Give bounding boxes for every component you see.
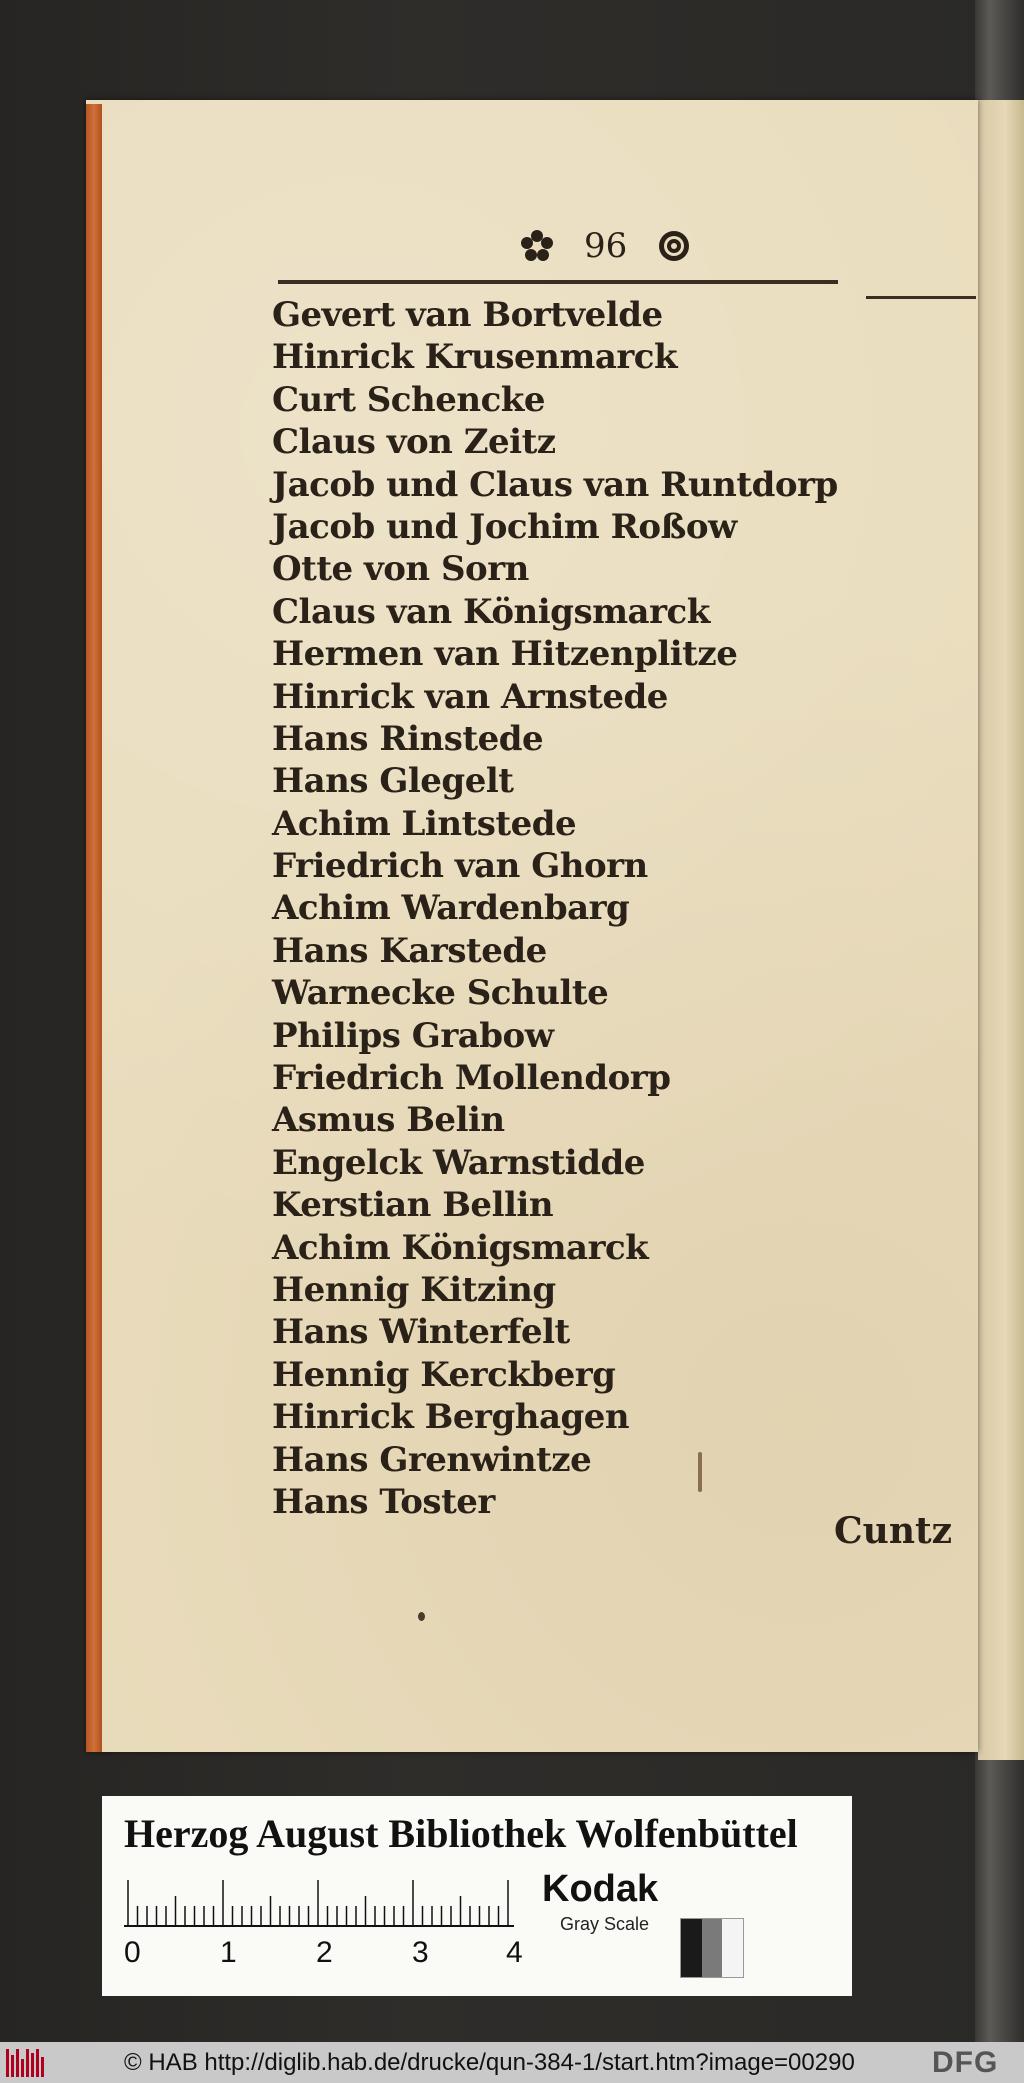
catchword: Cuntz — [834, 1510, 953, 1552]
flower-ornament-icon — [520, 229, 554, 263]
list-item: Asmus Belin — [272, 1100, 505, 1141]
dfg-logo: DFG — [932, 2046, 999, 2079]
red-page-edge — [86, 104, 102, 1752]
list-item: Engelck Warnstidde — [272, 1142, 645, 1183]
header-rule-extension — [866, 296, 976, 299]
library-name: Herzog August Bibliothek Wolfenbüttel — [124, 1811, 798, 1856]
header-rule — [278, 280, 838, 284]
ruler-label: 3 — [412, 1936, 429, 1969]
list-item: Warnecke Schulte — [272, 973, 609, 1014]
list-item: Hans Toster — [272, 1481, 495, 1522]
page-number: 96 — [584, 226, 628, 266]
gray-patch-black — [681, 1919, 702, 1977]
measurement-ruler — [124, 1878, 514, 1928]
color-target-card — [102, 1796, 852, 1996]
list-item: Hans Karstede — [272, 930, 547, 971]
hab-logo-icon — [6, 2049, 46, 2077]
list-item: Hans Rinstede — [272, 718, 544, 759]
list-item: Hans Glegelt — [272, 761, 514, 802]
list-item: Hermen van Hitzenplitze — [272, 634, 738, 675]
list-item: Hinrick Krusenmarck — [272, 337, 678, 378]
rosette-ornament-icon — [657, 229, 691, 263]
list-item: Otte von Sorn — [272, 549, 529, 590]
list-item: Achim Königsmarck — [272, 1227, 649, 1268]
page-header — [520, 220, 691, 272]
ruler-label: 4 — [506, 1936, 523, 1969]
list-item: Friedrich Mollendorp — [272, 1058, 671, 1099]
ruler-label: 2 — [316, 1936, 333, 1969]
gray-patch-white — [722, 1919, 743, 1977]
list-item: Hans Winterfelt — [272, 1312, 570, 1353]
ruler-label: 0 — [124, 1936, 141, 1969]
list-item: Claus van Königsmarck — [272, 591, 710, 632]
list-item: Kerstian Bellin — [272, 1185, 554, 1226]
list-item: Friedrich van Ghorn — [272, 846, 648, 887]
list-item: Jacob und Jochim Roßow — [272, 506, 737, 547]
list-item: Hans Grenwintze — [272, 1439, 592, 1480]
list-item: Philips Grabow — [272, 1015, 554, 1056]
gray-patch-mid — [702, 1919, 723, 1977]
gray-scale-patches — [680, 1918, 744, 1978]
list-item: Curt Schencke — [272, 379, 545, 420]
gray-scale-caption: Gray Scale — [560, 1914, 650, 1934]
footer-bar — [0, 2042, 1024, 2083]
list-item: Hennig Kitzing — [272, 1269, 556, 1310]
name-list — [272, 294, 838, 1523]
copyright-link[interactable]: © HAB http://diglib.hab.de/drucke/qun-384-1/start.htm?image=00290 — [124, 2049, 855, 2076]
ruler-labels — [116, 1936, 536, 1976]
list-item: Hinrick Berghagen — [272, 1397, 630, 1438]
paper-speck — [698, 1452, 702, 1492]
list-item: Achim Lintstede — [272, 803, 577, 844]
list-item: Jacob und Claus van Runtdorp — [272, 464, 838, 505]
list-item: Claus von Zeitz — [272, 422, 556, 463]
list-item: Gevert van Bortvelde — [272, 295, 663, 335]
list-item: Achim Wardenbarg — [272, 888, 630, 929]
paper-speck — [418, 1612, 425, 1621]
kodak-brand: Kodak — [542, 1868, 659, 1910]
list-item: Hennig Kerckberg — [272, 1354, 616, 1395]
list-item: Hinrick van Arnstede — [272, 676, 668, 717]
adjacent-page-edge — [978, 100, 1024, 1760]
ruler-label: 1 — [220, 1936, 237, 1969]
